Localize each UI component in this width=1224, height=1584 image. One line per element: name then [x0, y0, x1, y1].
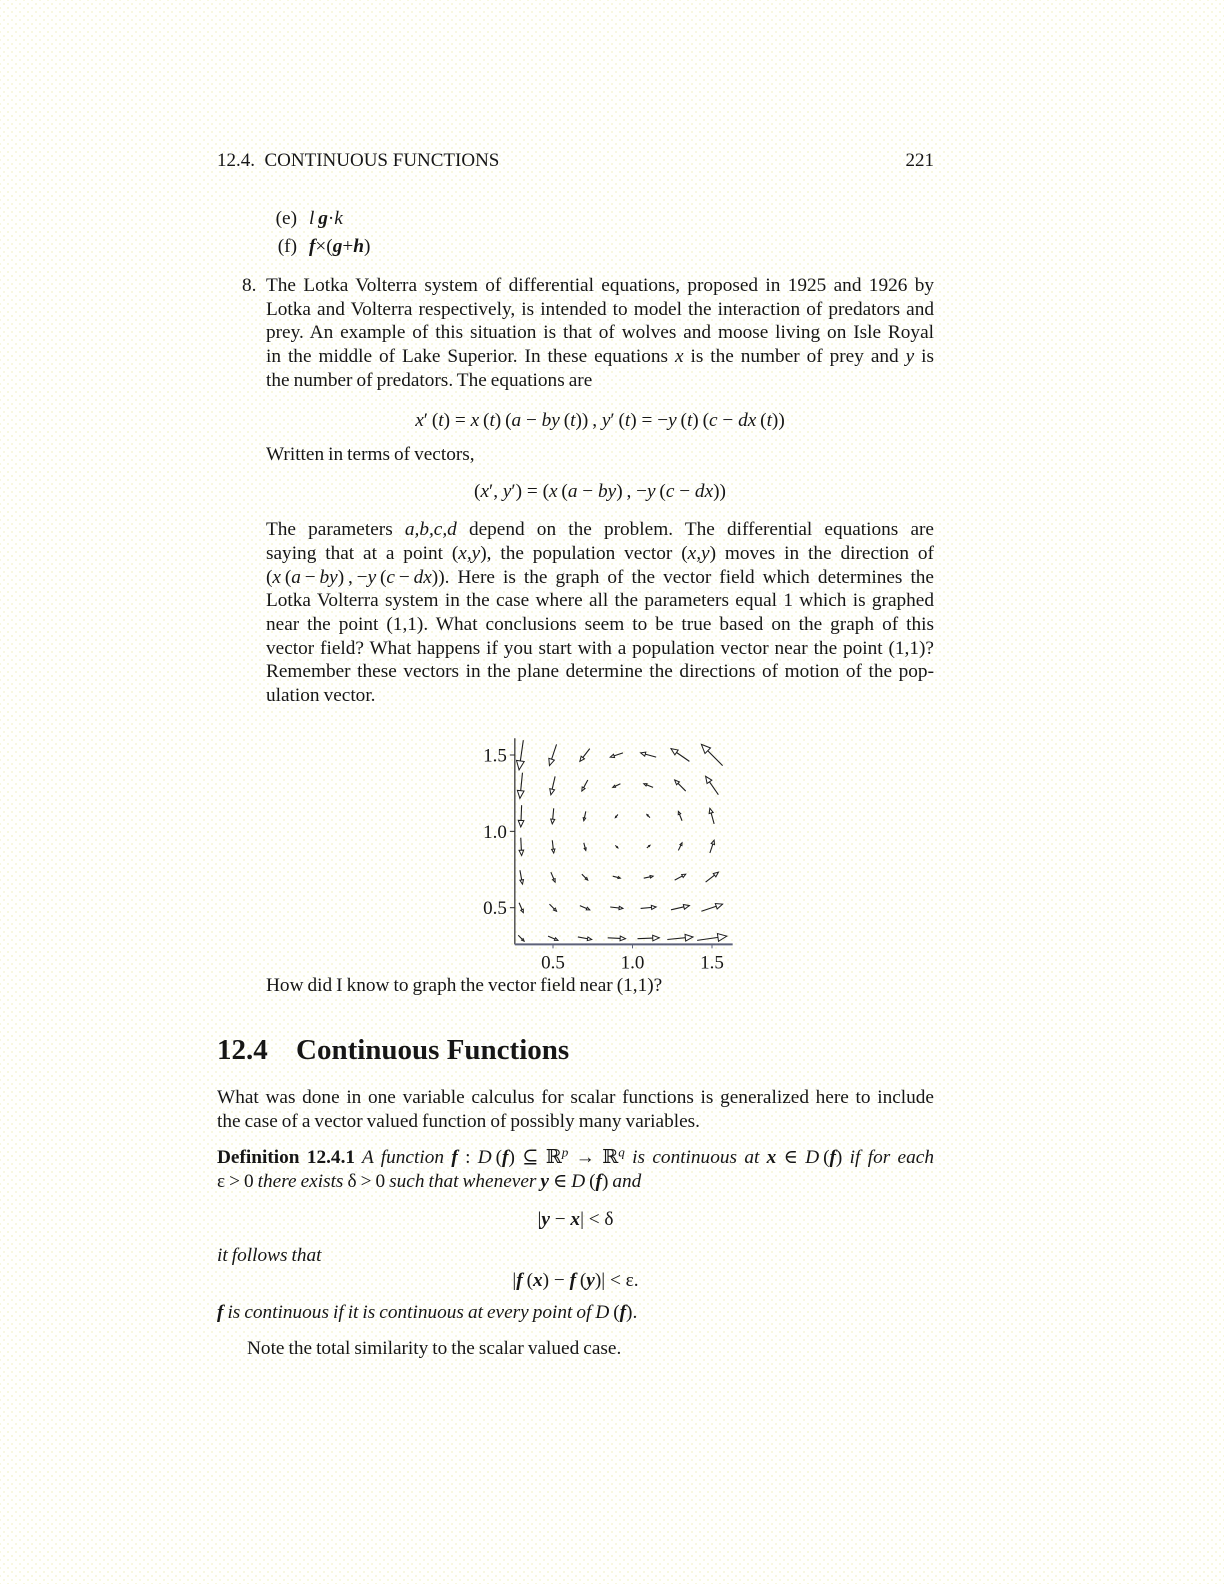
definition-condition: [217, 1208, 934, 1232]
vector-arrow: [582, 780, 588, 791]
running-header: [217, 149, 934, 173]
vectors-lead-text: Written in terms of vectors,: [266, 444, 475, 466]
text-run: (: [326, 235, 333, 257]
exercise-8-body: [266, 518, 934, 708]
vector-arrow: [549, 744, 557, 765]
text-run: → ℝ: [568, 1147, 619, 1168]
text-run: ) =: [443, 409, 471, 431]
italic-run: c: [665, 480, 675, 502]
text-run: (: [756, 409, 767, 431]
text-run: −: [300, 566, 320, 588]
vector-arrow: [552, 840, 555, 853]
vector-arrow: [516, 740, 524, 770]
text-line: [266, 637, 934, 661]
italic-run: and: [608, 1170, 642, 1192]
y-tick-label: 0.5: [483, 898, 507, 920]
arrow-head: [520, 880, 524, 884]
text-run: ): [835, 1147, 843, 1168]
text-line: [266, 613, 934, 637]
italic-run: D: [805, 1147, 820, 1168]
text-run: Lotka Volterra system in the case where all the parameters equal 1 which is graphed: [266, 590, 934, 612]
text-run: is: [914, 346, 934, 368]
text-run: depend on the problem. The differential equations are: [456, 519, 934, 541]
italic-run: dx: [738, 409, 757, 431]
text-run: (: [676, 409, 687, 431]
superscript: q: [618, 1144, 625, 1160]
text-line: [266, 566, 934, 590]
text-run: Lotka and Volterra respectively, is intended to model the interaction of predators and: [266, 298, 934, 320]
italic-run: t: [489, 409, 495, 431]
arrow-head: [671, 749, 678, 755]
vector-arrow: [551, 808, 555, 824]
text-run: )| < ε.: [594, 1269, 639, 1291]
italic-run: D: [571, 1170, 586, 1192]
text-run: )): [771, 409, 785, 431]
italic-run: D: [477, 1147, 492, 1168]
text-run: ): [363, 235, 371, 257]
vector-arrow: [548, 936, 558, 940]
vector-arrow: [520, 870, 524, 884]
text-run: ,: [588, 409, 602, 431]
italic-run: is continuous at: [624, 1147, 767, 1168]
text-run: ′,: [489, 480, 503, 502]
arrow-head: [649, 845, 650, 846]
vector-symbol: h: [353, 235, 364, 257]
vector-arrow: [678, 843, 682, 851]
text-run: The parameters: [266, 519, 405, 541]
italic-run: by: [319, 566, 338, 588]
italic-run: y: [502, 480, 512, 502]
text-run: (: [522, 1269, 533, 1291]
italic-run: t: [686, 409, 693, 431]
italic-run: k: [334, 207, 343, 229]
vector-arrow: [697, 934, 727, 942]
vector-field-plot: [460, 725, 750, 990]
text-run: ·: [327, 207, 335, 229]
y-tick-label: 1.5: [483, 745, 507, 767]
text-run: ×: [315, 235, 327, 257]
italic-run: dx: [413, 566, 432, 588]
vector-arrow: [613, 876, 621, 878]
arrow-head: [650, 876, 653, 878]
text-run: (: [609, 1301, 620, 1323]
text-run: (: [655, 480, 666, 502]
vector-form-equation: [266, 480, 934, 504]
arrow-head: [618, 877, 621, 879]
vector-arrow: [678, 811, 682, 820]
vector-arrow: [578, 937, 592, 941]
vector-arrow: [582, 874, 588, 880]
note-text: Note the total similarity to the scalar valued case.: [247, 1338, 622, 1360]
text-run: prey. An example of this situation is that of wolves and moose living on Isle Royal: [266, 322, 934, 344]
exercise-subitem-e: [250, 207, 570, 231]
arrow-head: [586, 907, 590, 910]
text-run: (: [559, 409, 571, 431]
definition-closing: [217, 1301, 934, 1325]
arrow-head: [619, 906, 623, 909]
text-line: [217, 1086, 934, 1110]
subitem-label: (f): [277, 235, 297, 257]
text-run: (: [376, 566, 387, 588]
text-line: [217, 1110, 934, 1134]
italic-run: t: [766, 409, 772, 431]
arrow-head: [587, 937, 591, 941]
vector-arrow: [610, 906, 623, 909]
arrow-head: [651, 905, 656, 909]
text-run: −: [674, 480, 695, 502]
vector-arrow: [706, 776, 719, 794]
text-run: (: [266, 566, 273, 588]
subitem-expression: [309, 208, 343, 229]
vector-arrow: [667, 934, 693, 941]
italic-run: a: [567, 480, 578, 502]
italic-run: y: [601, 409, 611, 431]
text-line: [266, 542, 934, 566]
vector-symbol: f: [595, 1170, 602, 1192]
text-run: (: [280, 566, 292, 588]
vector-symbol: f: [309, 235, 316, 257]
text-run: |: [512, 1269, 517, 1291]
text-line: [266, 684, 934, 708]
text-run: ′) = (: [511, 480, 549, 502]
vector-symbol: f: [569, 1269, 576, 1291]
vector-arrow: [675, 874, 686, 880]
vector-arrow: [706, 872, 719, 882]
text-line: [217, 1146, 934, 1170]
vector-symbol: y: [541, 1208, 550, 1230]
page-number: 221: [905, 150, 934, 171]
bold-run: Definition 12.4.1: [217, 1147, 356, 1168]
text-run: ), the population vector (: [480, 542, 688, 564]
definition-conclusion: [217, 1269, 934, 1293]
vector-symbol: f: [516, 1269, 523, 1291]
text-run: the case of a vector valued function of possibly many variables.: [217, 1110, 700, 1132]
arrow-head: [584, 848, 586, 851]
vector-arrow: [641, 905, 657, 909]
vector-arrow: [615, 845, 618, 848]
vector-symbol: x: [533, 1269, 543, 1291]
text-run: +: [342, 235, 354, 257]
arrow-head: [583, 818, 585, 821]
italic-run: l: [309, 207, 315, 229]
vector-arrow: [671, 749, 689, 762]
text-run: −: [717, 409, 739, 431]
vector-symbol: f: [619, 1301, 627, 1323]
arrow-head: [717, 934, 726, 942]
text-run: ) −: [542, 1269, 570, 1291]
italic-run: by: [598, 480, 617, 502]
text-run: is the number of prey and: [683, 346, 906, 368]
vector-arrow: [550, 776, 555, 794]
text-line: [266, 660, 934, 684]
vector-arrow: [610, 753, 623, 758]
vector-arrow: [709, 808, 714, 824]
italic-run: t: [438, 409, 444, 431]
text-run: −: [577, 480, 598, 502]
vector-arrow: [701, 744, 722, 765]
text-run: vector field? What happens if you start with a population vector near the point (1,1)?: [266, 637, 934, 659]
text-run: ) (: [692, 409, 709, 431]
arrow-head: [549, 758, 555, 765]
arrow-head: [685, 934, 693, 941]
vector-arrow: [675, 780, 686, 791]
italic-run: t: [624, 409, 631, 431]
section-title: Continuous Functions: [296, 1033, 570, 1066]
vector-arrow: [518, 805, 524, 827]
exercise-subitem-f: [250, 235, 570, 259]
italic-run: a: [291, 566, 301, 588]
italic-run: x: [480, 480, 489, 502]
text-run: ) , −: [616, 480, 647, 502]
italic-run: y: [668, 409, 677, 431]
text-run: (: [585, 1170, 596, 1192]
arrow-head: [680, 843, 682, 846]
italic-run: x: [470, 409, 480, 431]
vector-arrow: [518, 935, 524, 941]
text-run: . Here is the graph of the vector field which determines the: [444, 566, 934, 588]
text-run: (: [491, 1147, 503, 1168]
arrow-head: [551, 819, 555, 824]
vector-arrow: [647, 845, 650, 848]
text-run: (: [576, 1269, 587, 1291]
vector-arrow: [701, 904, 722, 912]
italic-run: x: [674, 346, 684, 368]
text-line: [266, 321, 934, 345]
text-run: −: [521, 409, 542, 431]
definition-statement: [217, 1146, 934, 1193]
arrow-head: [641, 752, 646, 756]
text-run: Remember these vectors in the plane determine the directions of motion of the pop-: [266, 661, 934, 683]
vector-arrow: [608, 936, 626, 941]
vector-symbol: x: [766, 1147, 777, 1168]
section-intro: [217, 1086, 934, 1133]
text-run: ulation vector.: [266, 685, 376, 707]
text-line: [266, 369, 934, 393]
arrow-head: [647, 815, 648, 816]
arrow-head: [644, 784, 647, 786]
text-run: (: [557, 480, 568, 502]
vector-arrow: [584, 843, 586, 851]
text-run: ) ⊆ ℝ: [508, 1147, 562, 1168]
italic-run: c: [386, 566, 395, 588]
text-run: :: [457, 1147, 478, 1168]
text-run: (: [479, 409, 490, 431]
arrow-head: [653, 935, 660, 941]
arrow-head: [517, 790, 524, 798]
vector-symbol: f: [502, 1147, 509, 1168]
text-run: ∈: [548, 1170, 572, 1192]
subitem-label: (e): [275, 207, 297, 229]
x-tick-label: 0.5: [541, 952, 565, 974]
vector-symbol: g: [332, 235, 343, 257]
arrow-head: [613, 785, 616, 787]
vector-arrow: [615, 815, 618, 818]
italic-run: A function: [355, 1147, 452, 1168]
italic-run: x,y: [687, 542, 710, 564]
vector-arrow: [517, 773, 524, 799]
vector-arrow: [580, 749, 590, 762]
text-line: [266, 345, 934, 369]
italic-run: by: [541, 409, 560, 431]
vector-symbol: f: [451, 1147, 458, 1168]
text-run: ′ (: [423, 409, 439, 431]
arrow-head: [620, 936, 625, 941]
superscript: p: [561, 1144, 569, 1160]
arrow-head: [519, 850, 524, 855]
vector-symbol: f: [217, 1301, 224, 1323]
running-title: 12.4. CONTINUOUS FUNCTIONS: [217, 150, 500, 171]
text-run: ) = −: [630, 409, 669, 431]
exercise-8-intro: [266, 274, 934, 392]
italic-run: a,b,c,d: [404, 519, 457, 541]
text-run: ) (: [494, 409, 512, 431]
vector-symbol: g: [318, 207, 328, 229]
text-run: δ > 0: [347, 1170, 386, 1192]
arrow-head: [711, 840, 714, 844]
vector-arrow: [519, 903, 523, 913]
y-tick-label: 1.0: [483, 821, 507, 843]
italic-run: x: [415, 409, 424, 431]
text-line: [266, 298, 934, 322]
text-run: saying that at a point (: [266, 542, 459, 564]
text-run: ε > 0: [217, 1170, 254, 1192]
italic-run: y: [905, 346, 915, 368]
vector-arrow: [549, 904, 556, 911]
text-run: ).: [626, 1301, 638, 1323]
italic-run: y: [647, 480, 656, 502]
text-run: )): [431, 566, 445, 588]
arrow-head: [706, 776, 712, 783]
x-tick-label: 1.0: [620, 952, 645, 974]
vector-arrow: [644, 784, 653, 788]
vector-arrow: [671, 904, 689, 909]
arrow-head: [615, 816, 616, 817]
arrow-head: [521, 909, 524, 913]
italic-run: t: [570, 409, 576, 431]
italic-run: is continuous if it is continuous at every point of: [223, 1301, 596, 1323]
italic-run: D: [595, 1301, 610, 1323]
vector-arrow: [638, 935, 660, 941]
italic-run: if for each: [842, 1147, 934, 1168]
vector-arrow: [551, 872, 555, 882]
italic-run: a: [511, 409, 522, 431]
italic-run: such that whenever: [385, 1170, 541, 1192]
text-run: What was done in one variable calculus for scalar functions is generalized here to include: [217, 1087, 934, 1108]
vector-arrow: [641, 752, 657, 757]
arrow-head: [715, 904, 722, 910]
vector-arrow: [644, 876, 653, 879]
italic-run: x,y: [458, 542, 481, 564]
text-run: the number of predators. The equations are: [266, 369, 593, 391]
arrow-head: [709, 808, 713, 813]
exercise-number: 8.: [242, 275, 257, 296]
text-run: (: [474, 480, 481, 502]
vector-arrow: [583, 811, 586, 820]
arrow-head: [518, 820, 524, 827]
vector-arrow: [710, 840, 715, 853]
arrow-head: [516, 760, 524, 769]
text-run: ) , −: [337, 566, 368, 588]
arrow-head: [682, 874, 686, 877]
vector-arrow: [519, 838, 524, 856]
arrow-head: [553, 879, 556, 883]
italic-run: dx: [694, 480, 714, 502]
vector-symbol: y: [586, 1269, 595, 1291]
arrow-head: [554, 938, 558, 941]
lotka-volterra-equations: [266, 409, 934, 433]
arrow-head: [552, 849, 555, 853]
arrow-head: [683, 904, 689, 909]
text-run: The Lotka Volterra system of differential equations, proposed in 1925 and 1926 by: [266, 275, 934, 296]
italic-run: c: [709, 409, 718, 431]
section-number: 12.4: [217, 1033, 268, 1066]
vector-arrow: [580, 906, 590, 910]
subitem-expression: [309, 236, 370, 257]
vector-symbol: y: [540, 1170, 549, 1192]
text-run: |: [537, 1208, 542, 1230]
arrow-head: [550, 789, 555, 795]
italic-run: x: [549, 480, 558, 502]
italic-run: there exists: [253, 1170, 348, 1192]
arrow-head: [582, 787, 585, 791]
arrow-head: [678, 811, 680, 814]
text-run: ′ (: [610, 409, 625, 431]
arrow-head: [610, 754, 614, 757]
vector-symbol: x: [570, 1208, 581, 1230]
arrow-head: [617, 847, 618, 848]
text-line: [217, 1170, 934, 1194]
text-run: | < δ: [580, 1208, 614, 1230]
text-line: [266, 518, 934, 542]
definition-follows: it follows that: [217, 1245, 322, 1266]
text-run: )): [713, 480, 726, 502]
vector-arrow: [613, 784, 621, 788]
text-run: ∈: [776, 1147, 806, 1168]
text-run: ): [601, 1170, 609, 1192]
text-run: near the point (1,1). What conclusions seem to be true based on the graph of this: [266, 614, 934, 636]
text-line: [266, 589, 934, 613]
vector-symbol: f: [829, 1147, 836, 1168]
vector-arrow: [647, 815, 650, 818]
text-line: [266, 274, 934, 298]
text-run: ) moves in the direction of: [709, 542, 934, 564]
text-run: )): [575, 409, 589, 431]
italic-run: y: [367, 566, 377, 588]
exercise-question: How did I know to graph the vector field near (1,1)?: [266, 974, 663, 996]
italic-run: x: [272, 566, 281, 588]
x-tick-label: 1.5: [700, 952, 724, 974]
text-run: −: [549, 1208, 571, 1230]
text-run: −: [394, 566, 414, 588]
text-run: (: [819, 1147, 830, 1168]
text-run: in the middle of Lake Superior. In these equations: [266, 346, 675, 368]
